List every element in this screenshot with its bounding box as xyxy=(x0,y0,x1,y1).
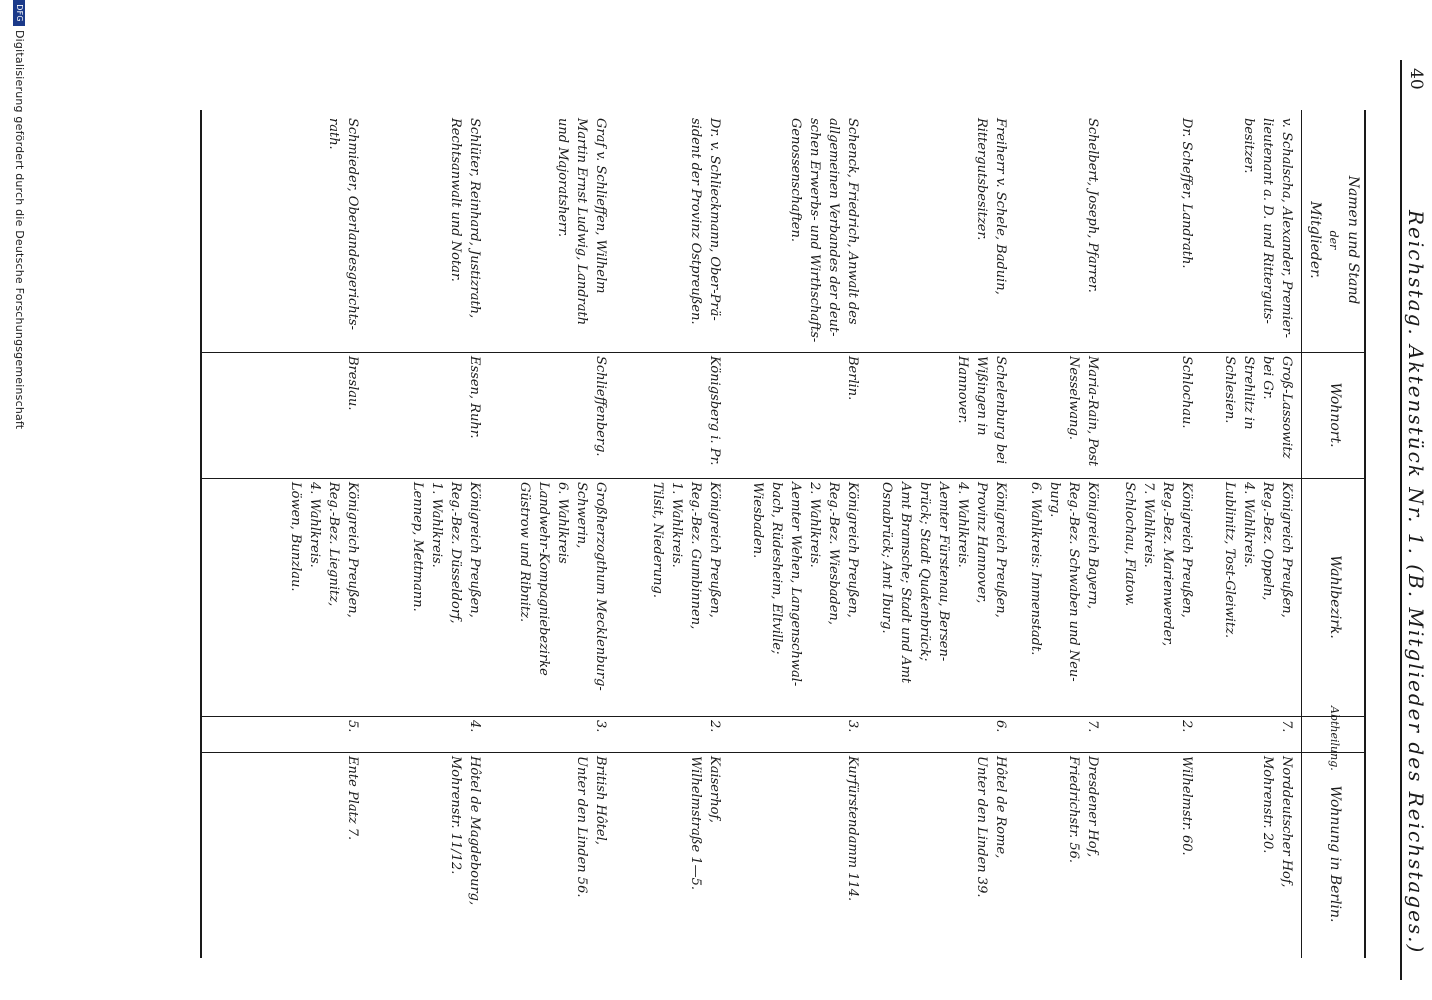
header-district: Wahlbezirk. xyxy=(1327,555,1343,639)
row-berlin: Kurfürstendamm 114. xyxy=(845,756,860,902)
header-residence: Wohnort. xyxy=(1327,382,1343,448)
row-name: Dr. Scheffer, Landrath. xyxy=(1179,118,1194,269)
dfg-logo-icon: DFG xyxy=(13,0,25,26)
row-name: v. Schalscha, Alexander, Premier- lieutenant a. D. und Ritterguts- besitzer. xyxy=(1241,118,1294,339)
row-district: Königreich Bayern, Reg.-Bez. Schwaben und Neu- burg. 6. Wahlkreis: Immenstadt. xyxy=(1028,482,1100,682)
row-berlin: Ente Platz 7. xyxy=(345,756,360,841)
row-name: Graf v. Schlieffen, Wilhelm Martin Ernst Ludwig, Landrath und Majoratsherr. xyxy=(555,118,608,326)
row-residence: Maria-Rain, Post Nesselwang. xyxy=(1066,356,1100,467)
row-residence: Groß-Lassowitz bei Gr. Strehlitz in Schlesien. xyxy=(1222,356,1294,459)
row-division: 4. xyxy=(467,720,482,733)
row-berlin: Hôtel de Magdebourg, Mohrenstr. 11/12. xyxy=(448,756,482,906)
row-division: 2. xyxy=(707,720,722,733)
top-rule xyxy=(1400,60,1402,980)
row-berlin: Hôtel de Rome, Unter den Linden 39. xyxy=(974,756,1008,898)
page-footer xyxy=(13,0,26,1000)
table-bottom-rule xyxy=(200,110,202,958)
col-divider-3 xyxy=(202,716,1366,717)
row-district: Königreich Preußen, Reg.-Bez. Marienwerder, 7. Wahlkreis. Schlochau, Flatow. xyxy=(1122,482,1194,647)
footer-text: Digitalisierung gefördert durch die Deutsche Forschungsgemeinschaft xyxy=(13,30,26,430)
row-residence: Schelenburg bei Wißingen in Hannover. xyxy=(955,356,1008,465)
row-division: 5. xyxy=(345,720,360,733)
row-residence: Schlochau. xyxy=(1179,356,1194,429)
row-berlin: Norddeutscher Hof, Mohrenstr. 20. xyxy=(1260,756,1294,888)
row-berlin: Dresdener Hof, Friedrichstr. 56. xyxy=(1066,756,1100,864)
header-division: Abtheilung. xyxy=(1328,706,1341,771)
row-district: Königreich Preußen, Reg.-Bez. Oppeln, 4. Wahlkreis. Lublinitz, Tost-Gleiwitz. xyxy=(1222,482,1294,639)
row-residence: Essen, Ruhr. xyxy=(467,356,482,439)
row-berlin: Kaiserhof, Wilhelmstraße 1—5. xyxy=(688,756,722,891)
col-divider-4 xyxy=(202,752,1366,753)
row-district: Königreich Preußen, Reg.-Bez. Gumbinnen, 1. Wahlkreis. Tilsit, Niederung. xyxy=(650,482,722,630)
row-district: Großherzogthum Mecklenburg- Schwerin, 6. Wahlkreis Landwehr-Kompagniebezirke Güstrow und Ribnitz. xyxy=(517,482,608,691)
row-berlin: British Hôtel, Unter den Linden 56. xyxy=(574,756,608,898)
row-residence: Breslau. xyxy=(345,356,360,411)
row-name: Schlüter, Reinhard, Justizrath, Rechtsanwalt und Notar. xyxy=(448,118,482,319)
running-head: Reichstag. Aktenstück Nr. 1. (B. Mitglieder des Reichstages.) xyxy=(1404,210,1428,955)
row-residence: Schlieffenberg. xyxy=(593,356,608,457)
row-name: Schenck, Friedrich, Anwalt des allgemeinen Verbandes der deut- schen Erwerbs- und Wirthschafts- Genossenschaften. xyxy=(788,118,860,343)
row-name: Schelbert, Joseph, Pfarrer. xyxy=(1085,118,1100,293)
row-division: 6. xyxy=(993,720,1008,733)
row-residence: Königsberg i. Pr. xyxy=(707,356,722,466)
row-district: Königreich Preußen, Provinz Hannover, 4. Wahlkreis. Aemter Fürstenau, Bersen- brück; Stadt Quakenbrück; Amt Bramsche; Stadt und Amt Osnabrück; Amt Iburg. xyxy=(879,482,1008,684)
row-division: 3. xyxy=(593,720,608,733)
row-division: 7. xyxy=(1085,720,1100,733)
row-name: Dr. v. Schlieckmann, Ober-Prä- sident der Provinz Ostpreußen. xyxy=(688,118,722,325)
page-number: 40 xyxy=(1406,68,1426,90)
row-name: Freiherr v. Schele, Baduin, Rittergutsbesitzer. xyxy=(974,118,1008,295)
row-division: 7. xyxy=(1279,720,1294,733)
row-division: 3. xyxy=(845,720,860,733)
table-top-rule xyxy=(1364,110,1366,958)
col-divider-2 xyxy=(202,478,1366,479)
header-name: Namen und Stand der Mitglieder. xyxy=(1307,175,1361,305)
row-name: Schmieder, Oberlandesgerichts- rath. xyxy=(326,118,360,330)
row-residence: Berlin. xyxy=(845,356,860,401)
row-district: Königreich Preußen, Reg.-Bez. Liegnitz, 4. Wahlkreis. Löwen, Bunzlau. xyxy=(288,482,360,618)
row-district: Königreich Preußen, Reg.-Bez. Düsseldorf, 1. Wahlkreis. Lennep, Mettmann. xyxy=(410,482,482,624)
col-divider-1 xyxy=(202,352,1366,353)
header-berlin: Wohnung in Berlin. xyxy=(1327,785,1343,923)
row-district: Königreich Preußen, Reg.-Bez. Wiesbaden, 2. Wahlkreis. Aemter Wehen, Langenschwal- bach, Rüdesheim, Eltville; Wiesbaden. xyxy=(750,482,860,687)
row-division: 2. xyxy=(1179,720,1194,733)
header-rule xyxy=(1301,110,1302,958)
row-berlin: Wilhelmstr. 60. xyxy=(1179,756,1194,856)
